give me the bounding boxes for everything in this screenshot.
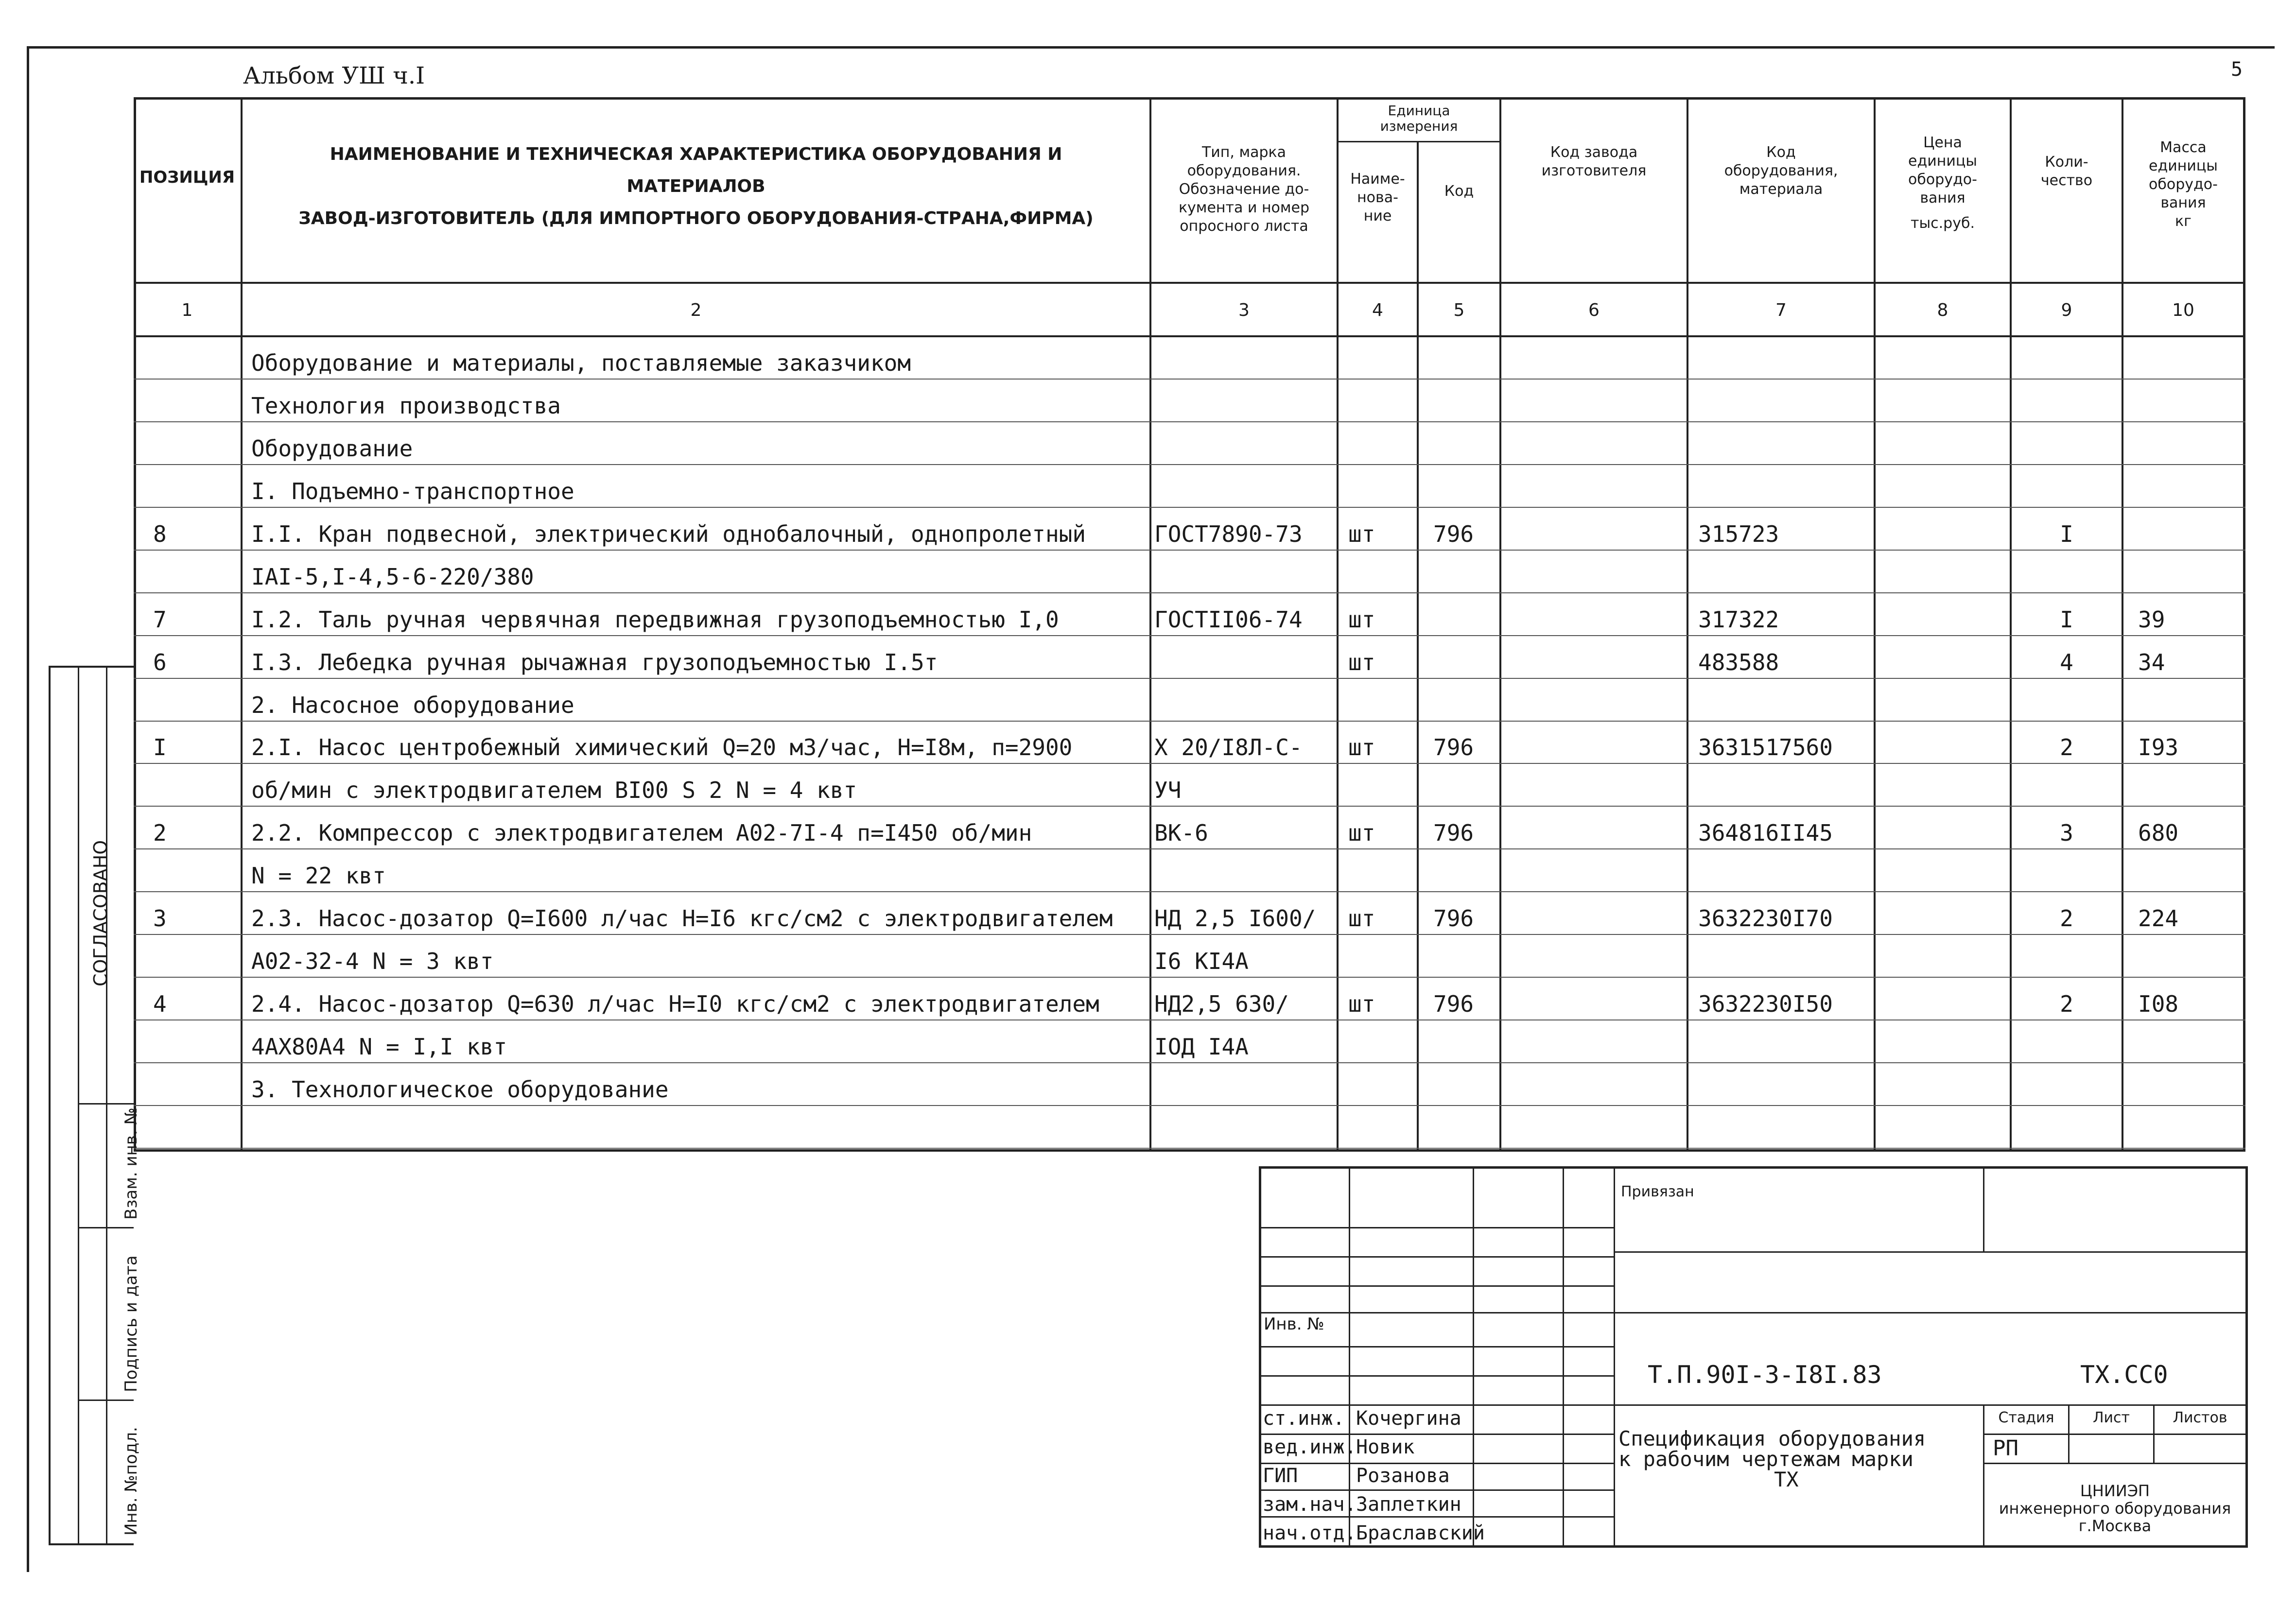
table-cell-mass: I08: [2138, 991, 2179, 1018]
colnum-1: 1: [181, 300, 193, 320]
signatory-name: Заплеткин: [1356, 1493, 1461, 1516]
organization: ЦНИИЭП инженерного оборудования г.Москва: [1999, 1482, 2231, 1535]
colnum-9: 9: [2061, 300, 2072, 320]
frame-top: [27, 46, 2275, 49]
row-separator: [134, 763, 2245, 764]
table-cell-qty: I: [2060, 606, 2073, 633]
stamp-inv-label: Инв. №: [1264, 1314, 1324, 1334]
row-separator: [134, 421, 2245, 422]
row-separator: [134, 379, 2245, 380]
table-cell-name: 2.2. Компрессор с электродвигателем А02-7I-4 п=I450 об/мин: [251, 820, 1032, 847]
table-cell-mass: 224: [2138, 905, 2179, 932]
table-cell-unit: шт: [1348, 520, 1375, 547]
row-separator: [134, 1019, 2245, 1020]
colnum-8: 8: [1937, 300, 1948, 320]
header-position: ПОЗИЦИЯ: [139, 168, 235, 187]
colnum-4: 4: [1372, 300, 1383, 320]
side-strip: [49, 666, 141, 1545]
colnum-6: 6: [1588, 300, 1600, 320]
table-cell-qty: 2: [2060, 734, 2073, 761]
table-cell-type: I6 KI4A: [1154, 948, 1249, 975]
table-cell-mass: 34: [2138, 649, 2165, 675]
row-separator: [134, 678, 2245, 679]
row-separator: [134, 934, 2245, 935]
doc-title: Спецификация оборудования к рабочим чертежам марки ТХ: [1618, 1427, 1926, 1491]
signatory-name: Кочергина: [1356, 1407, 1461, 1430]
side-sign-date: Подпись и дата: [122, 1255, 141, 1392]
table-cell-name: N = 22 квт: [251, 863, 386, 889]
table-cell-name: IAI-5,I-4,5-6-220/380: [251, 563, 534, 590]
header-unit-group: Единица измерения: [1380, 103, 1458, 134]
table-cell-name: 4АХ80А4 N = I,I квт: [251, 1034, 507, 1060]
header-equipment-code: Код оборудования, материала: [1724, 144, 1838, 198]
signatory-role: нач.отд.: [1263, 1522, 1357, 1544]
table-cell-qty: 3: [2060, 820, 2073, 847]
stage-value: РП: [1993, 1436, 2018, 1461]
signatory-name: Браславский: [1356, 1522, 1485, 1544]
row-separator: [134, 1062, 2245, 1063]
row-separator: [134, 806, 2245, 807]
spec-table: [134, 97, 2245, 1152]
header-unit-name: Наиме- нова- ние: [1350, 171, 1405, 225]
table-cell-pos: 7: [153, 606, 167, 633]
sheet-label: Лист: [2092, 1409, 2130, 1426]
table-cell-type: ГОСТ7890-73: [1154, 520, 1303, 547]
header-unit-code: Код: [1444, 183, 1474, 200]
table-cell-mass: I93: [2138, 734, 2179, 761]
table-cell-name: I.2. Таль ручная червячная передвижная грузоподъемностью I,0: [251, 606, 1059, 633]
table-cell-qty: 4: [2060, 649, 2073, 675]
table-cell-name: 3. Технологическое оборудование: [251, 1076, 669, 1103]
doc-number: Т.П.90I-3-I8I.83: [1648, 1361, 1882, 1389]
signatory-name: Новик: [1356, 1436, 1415, 1458]
signatory-role: ГИП: [1263, 1465, 1298, 1487]
table-cell-type: НД 2,5 I600/: [1154, 905, 1316, 932]
signatory-name: Розанова: [1356, 1465, 1450, 1487]
header-quantity: Коли- чество: [2040, 154, 2093, 189]
table-cell-eqcode: 364816II45: [1698, 820, 1833, 847]
table-cell-code: 796: [1433, 734, 1474, 761]
table-cell-mass: 680: [2138, 820, 2179, 847]
table-cell-pos: 4: [153, 991, 167, 1018]
colnum-5: 5: [1453, 300, 1465, 320]
table-cell-name: 2.4. Насос-дозатор Q=630 л/час Н=I0 кгс/см2 с электродвигателем: [251, 991, 1099, 1018]
signatory-role: вед.инж.: [1263, 1436, 1357, 1458]
row-separator: [134, 635, 2245, 636]
header-mass: Масса единицы оборудо- вания кг: [2149, 139, 2218, 230]
header-name-line1: НАИМЕНОВАНИЕ И ТЕХНИЧЕСКАЯ ХАРАКТЕРИСТИКА ОБОРУДОВАНИЯ И: [330, 144, 1062, 164]
table-cell-type: IOД I4A: [1154, 1034, 1249, 1060]
table-cell-unit: шт: [1348, 734, 1375, 761]
table-cell-name: Технология производства: [251, 392, 561, 419]
side-inv-vzam: Взам. инв. №: [122, 1107, 141, 1220]
row-separator: [134, 1105, 2245, 1106]
table-cell-unit: шт: [1348, 905, 1375, 932]
table-cell-eqcode: 3631517560: [1698, 734, 1833, 761]
side-agreed: СОГЛАСОВАНО: [90, 840, 111, 986]
table-cell-mass: 39: [2138, 606, 2165, 633]
table-cell-eqcode: 483588: [1698, 649, 1779, 675]
table-cell-code: 796: [1433, 520, 1474, 547]
table-cell-name: I.3. Лебедка ручная рычажная грузоподъемностью I.5т: [251, 649, 938, 675]
signatory-role: ст.инж.: [1263, 1407, 1345, 1430]
page-corner-number: 5: [2231, 58, 2243, 81]
table-cell-eqcode: 315723: [1698, 520, 1779, 547]
header-maker-code: Код завода изготовителя: [1541, 144, 1647, 179]
row-separator: [134, 550, 2245, 551]
colnum-3: 3: [1238, 300, 1250, 320]
table-cell-name: 2. Насосное оборудование: [251, 691, 574, 718]
header-name-line3: ЗАВОД-ИЗГОТОВИТЕЛЬ (ДЛЯ ИМПОРТНОГО ОБОРУДОВАНИЯ-СТРАНА,ФИРМА): [298, 208, 1094, 228]
table-cell-name: I. Подъемно-транспортное: [251, 478, 574, 504]
header-name: [243, 138, 1149, 235]
signatory-role: зам.нач.: [1263, 1493, 1357, 1516]
table-cell-type: УЧ: [1154, 777, 1182, 804]
title-block: [1259, 1166, 2248, 1548]
table-cell-pos: 6: [153, 649, 167, 675]
table-cell-type: ГОСТII06-74: [1154, 606, 1303, 633]
signatories: [1259, 1404, 1614, 1548]
table-cell-eqcode: 3632230I50: [1698, 991, 1833, 1018]
sheets-label: Листов: [2173, 1409, 2227, 1426]
table-cell-eqcode: 3632230I70: [1698, 905, 1833, 932]
header-type: Тип, марка оборудования. Обозначение до- кумента и номер опросного листа: [1178, 144, 1310, 235]
table-cell-type: ВК-6: [1154, 820, 1208, 847]
table-cell-unit: шт: [1348, 649, 1375, 675]
album-title: Альбом УШ ч.I: [243, 62, 425, 89]
colnum-2: 2: [690, 300, 702, 320]
table-cell-name: Оборудование: [251, 435, 413, 462]
table-cell-name: 2.3. Насос-дозатор Q=I600 л/час Н=I6 кгс/см2 с электродвигателем: [251, 905, 1113, 932]
table-cell-code: 796: [1433, 905, 1474, 932]
table-cell-type: Х 20/I8Л-С-: [1154, 734, 1303, 761]
table-cell-unit: шт: [1348, 991, 1375, 1018]
table-body: [134, 337, 2245, 1149]
colnum-7: 7: [1775, 300, 1787, 320]
row-separator: [134, 891, 2245, 892]
table-cell-eqcode: 317322: [1698, 606, 1779, 633]
table-cell-pos: I: [153, 734, 167, 761]
table-cell-qty: 2: [2060, 905, 2073, 932]
table-cell-name: I.I. Кран подвесной, электрический однобалочный, однопролетный: [251, 520, 1086, 547]
table-cell-pos: 2: [153, 820, 167, 847]
frame-left: [27, 46, 29, 1572]
row-separator: [134, 592, 2245, 593]
table-cell-code: 796: [1433, 820, 1474, 847]
table-cell-name: Оборудование и материалы, поставляемые заказчиком: [251, 349, 911, 376]
row-separator: [134, 464, 2245, 465]
table-cell-unit: шт: [1348, 606, 1375, 633]
header-price: Цена единицы оборудо- вания тыс.руб.: [1908, 134, 1977, 232]
colnum-10: 10: [2172, 300, 2194, 320]
stage-label: Стадия: [1998, 1409, 2054, 1426]
table-cell-qty: I: [2060, 520, 2073, 547]
table-cell-qty: 2: [2060, 991, 2073, 1018]
stamp-privyazan: Привязан: [1621, 1183, 1694, 1200]
table-cell-type: НД2,5 630/: [1154, 991, 1289, 1018]
header-name-line2: МАТЕРИАЛОВ: [626, 176, 765, 196]
row-separator: [134, 1148, 2245, 1149]
row-separator: [134, 848, 2245, 849]
row-separator: [134, 977, 2245, 978]
table-cell-unit: шт: [1348, 820, 1375, 847]
table-cell-name: 2.I. Насос центробежный химический Q=20 м3/час, Н=I8м, п=2900: [251, 734, 1073, 761]
table-cell-pos: 3: [153, 905, 167, 932]
doc-mark: ТХ.СС0: [2080, 1361, 2168, 1389]
table-cell-pos: 8: [153, 520, 167, 547]
table-cell-name: об/мин с электродвигателем BI00 S 2 N = 4 квт: [251, 777, 857, 804]
table-cell-code: 796: [1433, 991, 1474, 1018]
table-cell-name: А02-32-4 N = 3 квт: [251, 948, 494, 975]
row-separator: [134, 507, 2245, 508]
side-inv-podl: Инв. №подл.: [122, 1427, 141, 1536]
row-separator: [134, 721, 2245, 722]
